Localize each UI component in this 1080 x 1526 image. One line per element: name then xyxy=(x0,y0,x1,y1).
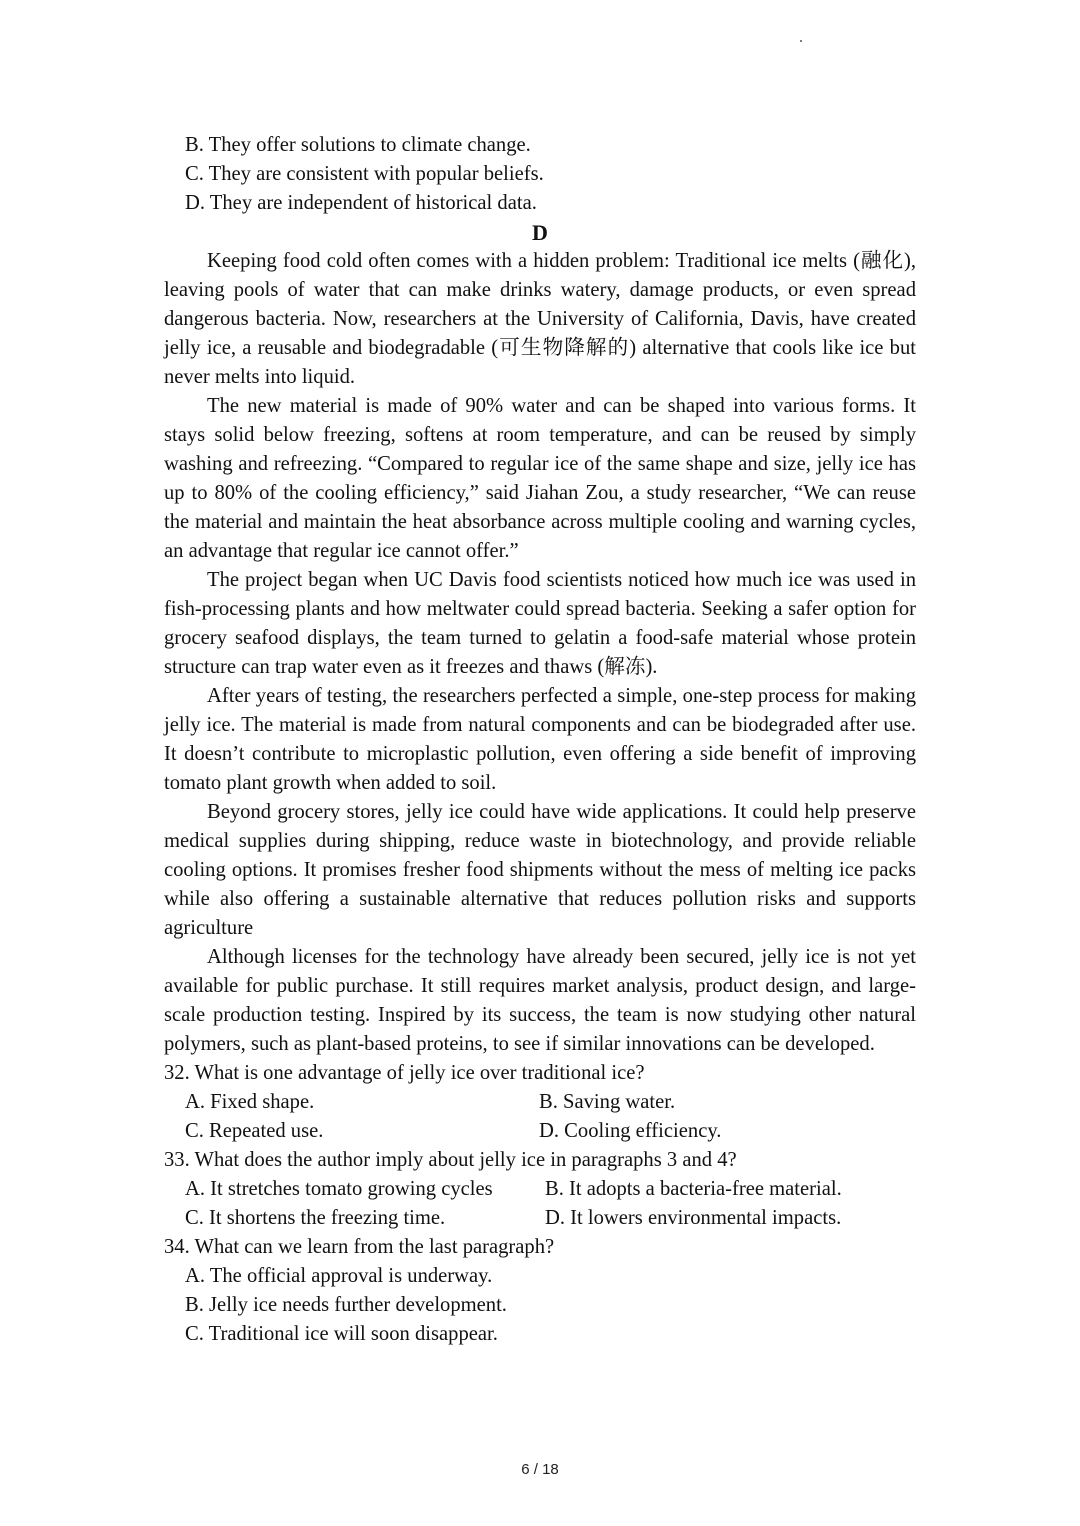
question-33-option-b: B. It adopts a bacteria-free material. xyxy=(545,1178,842,1200)
question-32-options-row-1 xyxy=(164,1088,916,1117)
question-32-stem: 32. What is one advantage of jelly ice over traditional ice? xyxy=(164,1062,645,1084)
scan-speck xyxy=(800,40,802,42)
question-32-option-b: B. Saving water. xyxy=(539,1091,676,1113)
passage-paragraph-6: Although licenses for the technology have already been secured, jelly ice is not yet available for public purchase. It still requires market analysis, product design, and large-scale production testing. Inspired by its success, the team is now studying other natural polymers, such as plant-based proteins, to see if similar innovations can be developed. xyxy=(164,946,916,1055)
question-32-option-d: D. Cooling efficiency. xyxy=(539,1120,722,1142)
question-32-options-row-2 xyxy=(164,1117,916,1146)
page-number: 6 / 18 xyxy=(521,1461,559,1478)
passage-paragraph-3: The project began when UC Davis food scientists noticed how much ice was used in fish-processing plants and how meltwater could spread bacteria. Seeking a safer option for grocery seafood displays, the team turned to gelatin a food-safe material whose protein structure can trap water even as it freezes and thaws (解冻). xyxy=(164,569,916,678)
question-32-option-a: A. Fixed shape. xyxy=(185,1091,315,1113)
passage-paragraph-2: The new material is made of 90% water and can be shaped into various forms. It stays solid below freezing, softens at room temperature, and can be reused by simply washing and refreezing. “Compared to regular ice of the same shape and size, jelly ice has up to 80% of the cooling efficiency,” said Jiahan Zou, a study researcher, “We can reuse the material and maintain the heat absorbance across multiple cooling and warning cycles, an advantage that regular ice cannot offer.” xyxy=(164,395,916,562)
prev-option-b: B. They offer solutions to climate change. xyxy=(185,134,531,156)
question-33-option-c: C. It shortens the freezing time. xyxy=(185,1207,446,1229)
passage-paragraph-1: Keeping food cold often comes with a hidden problem: Traditional ice melts (融化), leaving pools of water that can make drinks watery, damage products, or even spread dangerous bacteria. Now, researchers at the University of California, Davis, have created jelly ice, a reusable and biodegradable (可生物降解的) alternative that cools like ice but never melts into liquid. xyxy=(164,250,916,388)
page-content xyxy=(164,131,916,1349)
question-33-stem: 33. What does the author imply about jelly ice in paragraphs 3 and 4? xyxy=(164,1149,737,1171)
question-34-stem: 34. What can we learn from the last paragraph? xyxy=(164,1236,555,1258)
question-33-options-row-2 xyxy=(164,1204,916,1233)
passage-paragraph-4: After years of testing, the researchers perfected a simple, one-step process for making jelly ice. The material is made from natural components and can be biodegraded after use. It doesn’t contribute to microplastic pollution, even offering a side benefit of improving tomato plant growth when added to soil. xyxy=(164,685,916,794)
question-33-option-a: A. It stretches tomato growing cycles xyxy=(185,1178,493,1200)
question-32-option-c: C. Repeated use. xyxy=(185,1120,324,1142)
prev-option-c: C. They are consistent with popular beliefs. xyxy=(185,163,544,185)
passage-paragraph-5: Beyond grocery stores, jelly ice could have wide applications. It could help preserve medical supplies during shipping, reduce waste in biotechnology, and provide reliable cooling options. It promises fresher food shipments without the mess of melting ice packs while also offering a sustainable alternative that reduces pollution risks and supports agriculture xyxy=(164,801,916,939)
question-34-option-c: C. Traditional ice will soon disappear. xyxy=(185,1323,498,1345)
prev-option-d: D. They are independent of historical data. xyxy=(185,192,537,214)
question-33-options-row-1 xyxy=(164,1175,916,1204)
question-34-option-b: B. Jelly ice needs further development. xyxy=(185,1294,507,1316)
question-33-option-d: D. It lowers environmental impacts. xyxy=(545,1207,842,1229)
section-heading: D xyxy=(532,220,548,245)
question-34-option-a: A. The official approval is underway. xyxy=(185,1265,493,1287)
